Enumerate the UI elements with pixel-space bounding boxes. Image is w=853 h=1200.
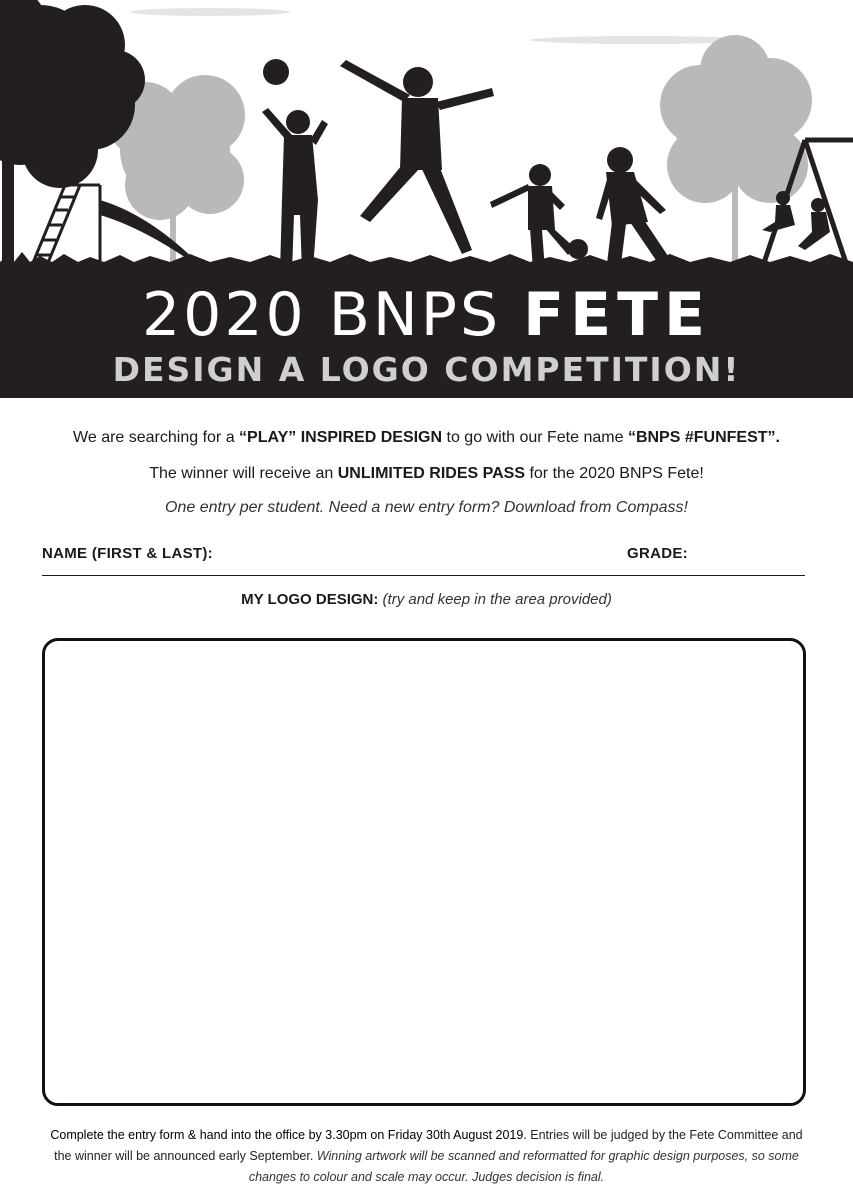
entry-note: One entry per student. Need a new entry form? Download from Compass! [165,499,688,516]
intro-line-1 [0,428,853,448]
light-tree-right [660,35,812,275]
name-field-label: NAME (FIRST & LAST): [42,545,213,562]
logo-design-label [0,590,853,610]
footer-judging: Entries will be judged by the Fete Committee and the winner will be announced early September. [54,1128,803,1163]
prize-text: UNLIMITED RIDES PASS [337,465,526,482]
footer-instructions [40,1125,813,1188]
child-silhouette-jumping [340,60,494,254]
footer-deadline: Complete the entry form & hand into the office by 3.30pm on Friday 30th August 2019. [50,1128,527,1142]
intro-text: for the 2020 BNPS Fete! [525,465,704,482]
child-silhouette-throwing [262,108,328,272]
intro-text: to go with our Fete name [442,429,628,446]
grade-field-label: GRADE: [627,545,688,562]
design-label-bold: MY LOGO DESIGN: [241,591,379,608]
fete-name: “BNPS #FUNFEST”. [627,429,780,446]
intro-line-2 [0,464,853,484]
child-silhouette-kicking [490,164,575,270]
intro-emphasis: “PLAY” INSPIRED DESIGN [239,429,443,446]
title-year-school: 2020 BNPS [141,280,502,350]
page-title [0,280,853,350]
page-subtitle: DESIGN A LOGO COMPETITION! [112,350,741,389]
intro-text: The winner will receive an [149,465,338,482]
ball-icon [263,59,289,85]
footer-disclaimer: Winning artwork will be scanned and reformatted for graphic design purposes, so some changes to colour and scale may occur. Judges decision is final. [248,1149,799,1184]
design-hint: (try and keep in the area provided) [382,591,612,608]
soccer-ball-icon [568,239,588,259]
name-grade-write-line[interactable] [42,575,805,576]
logo-design-drawing-area[interactable] [42,638,806,1106]
child-silhouette-running [596,147,676,272]
title-fete: FETE [523,280,712,350]
intro-text: We are searching for a [73,429,240,446]
header-banner [0,0,853,398]
